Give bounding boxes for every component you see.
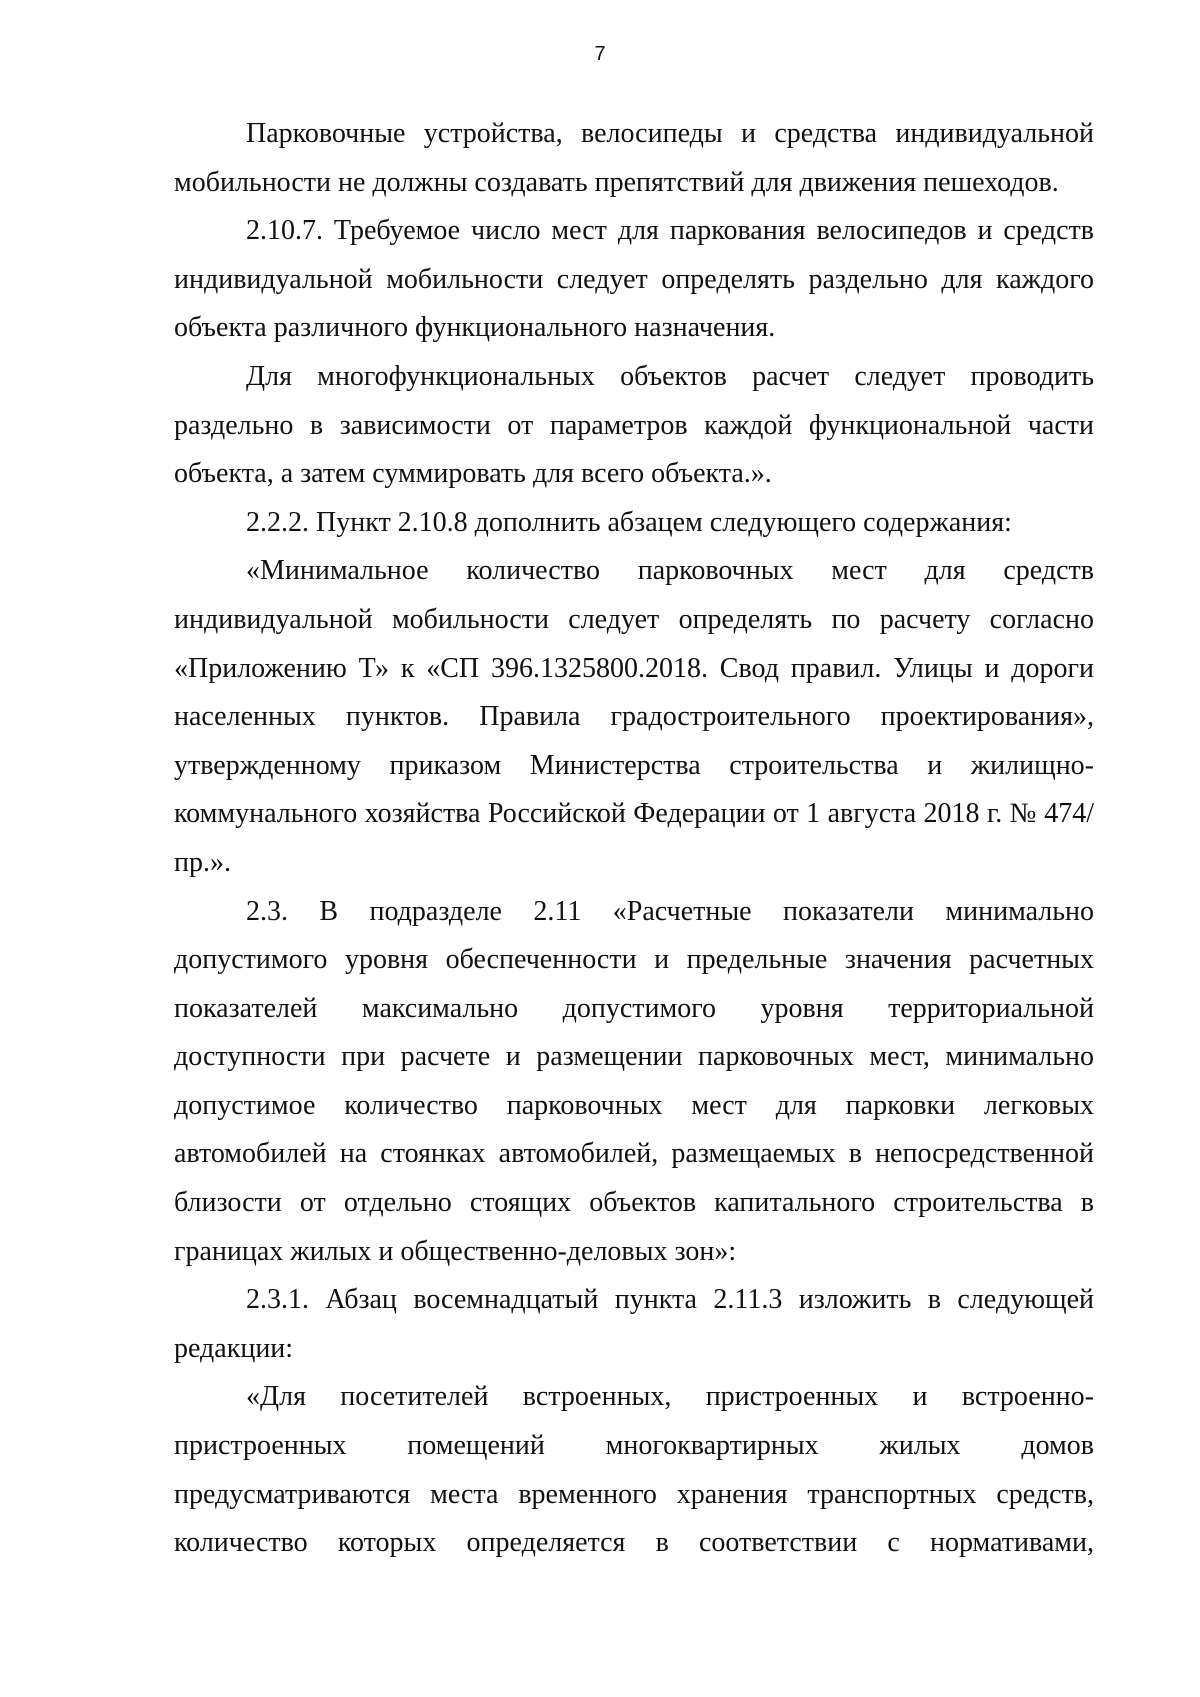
paragraph-2-10-7: 2.10.7. Требуемое число мест для паркования велосипедов и средств индивидуальной мобильности следует определять раздельно для каждого объекта различного функционального назначения.: [174, 215, 1094, 344]
paragraph-multifunctional-objects: Для многофункциональных объектов расчет следует проводить раздельно в зависимости от параметров каждой функциональной части объекта, а затем суммировать для всего объекта.».: [174, 360, 1094, 490]
paragraph-parking-devices: Парковочные устройства, велосипеды и средства индивидуальной мобильности не должны создавать препятствий для движения пешеходов.: [174, 118, 1094, 198]
page-number: 7: [594, 43, 606, 65]
document-body: [174, 110, 1094, 1568]
paragraph-minimum-parking-places: «Минимальное количество парковочных мест для средств индивидуальной мобильности следует определять по расчету согласно «Приложению Т» к «СП 396.1325800.2018. Свод правил. Улицы и дороги населенных пунктов. Правила градостроительного проектирования», утвержденному приказом Министерства строительства и жилищно-коммунального хозяйства Российской Федерации от 1 августа 2018 г. № 474/пр.».: [174, 555, 1094, 878]
paragraph-2-3-1: 2.3.1. Абзац восемнадцатый пункта 2.11.3 изложить в следующей редакции:: [174, 1284, 1094, 1364]
paragraph-2-3: 2.3. В подразделе 2.11 «Расчетные показатели минимально допустимого уровня обеспеченности и предельные значения расчетных показателей максимально допустимого уровня территориальной доступности при расчете и размещении парковочных мест, минимально допустимое количество парковочных мест для парковки легковых автомобилей на стоянках автомобилей, размещаемых в непосредственной близости от отдельно стоящих объектов капитального строительства в границах жилых и общественно-деловых зон»:: [174, 895, 1094, 1267]
paragraph-visitors-premises: «Для посетителей встроенных, пристроенных и встроенно-пристроенных помещений многоквартирных жилых домов предусматриваются места временного хранения транспортных средств, количество которых определяется в соответствии с нормативами,: [174, 1381, 1094, 1559]
paragraph-2-2-2: 2.2.2. Пункт 2.10.8 дополнить абзацем следующего содержания:: [246, 506, 1012, 538]
